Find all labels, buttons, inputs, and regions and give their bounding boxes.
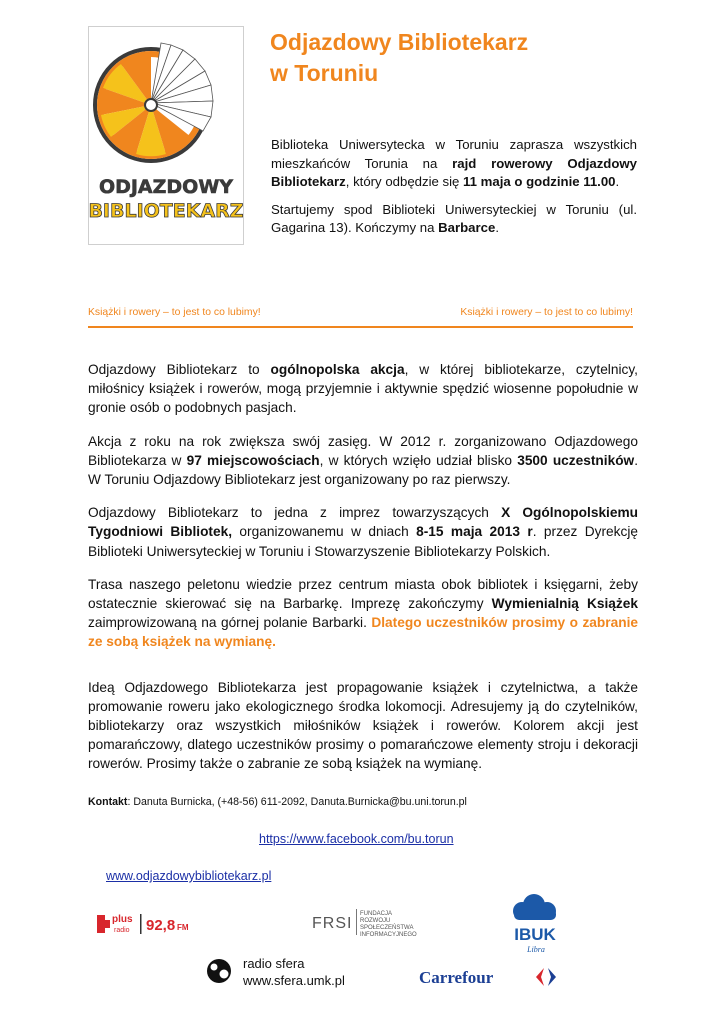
page-title — [270, 27, 650, 89]
contact-label: Kontakt — [88, 796, 128, 808]
bicycle-book-wheel-icon — [89, 27, 243, 244]
intro-bold: 11 maja o godzinie 11.00 — [463, 174, 616, 189]
body-bold: 97 miejscowościach — [186, 452, 320, 468]
body-text: . przez Dyrekcję Biblioteki Uniwersyteckiej w Toruniu i Stowarzyszenie Bibliotekarzy Polskich. — [88, 524, 639, 559]
body-bold: ogólnopolska akcja — [270, 362, 405, 377]
frsi-desc: INFORMACYJNEGO — [360, 932, 417, 938]
ibuk-sub: Libra — [527, 945, 545, 953]
carrefour-name: Carrefour — [419, 968, 494, 987]
plus-text: plus — [112, 914, 133, 925]
intro-text: , który odbędzie się — [345, 174, 464, 189]
intro-bold: Barbarce — [438, 220, 496, 235]
intro-text: Biblioteka Uniwersytecka w Toruniu zaprasza wszystkich mieszkańców Torunia na — [271, 137, 637, 171]
title-line2: w Toruniu — [270, 60, 379, 86]
frsi-logo — [310, 903, 430, 941]
contact-details: : Danuta Burnicka, (+48-56) 611-2092, Danuta.Burnicka@bu.uni.torun.pl — [127, 796, 467, 808]
logo-text-line2: BIBLIOTEKARZ — [89, 200, 243, 222]
radio-plus-logo — [95, 911, 195, 937]
sfera-url: www.sfera.umk.pl — [243, 973, 345, 988]
radio-sfera-logo — [205, 952, 365, 990]
body-text: . W Toruniu Odjazdowy Bibliotekarz jest organizowany po raz pierwszy. — [88, 452, 639, 488]
body-bold: 3500 uczestników — [517, 452, 635, 468]
frsi-desc: ROZWOJU — [360, 918, 391, 924]
frsi-desc: SPOŁECZEŃSTWA — [360, 925, 414, 931]
ibuk-name: IBUK — [514, 925, 556, 944]
body-paragraph-4 — [88, 575, 638, 652]
intro-text: Startujemy spod Biblioteki Uniwersyteckiej w Toruniu (ul. Gagarina 13). Kończymy na — [271, 201, 637, 235]
intro-paragraph-1 — [271, 136, 637, 192]
body-text: Odjazdowy Bibliotekarz to — [88, 362, 271, 377]
body-paragraph-1 — [88, 360, 638, 418]
body-paragraph-5: Ideą Odjazdowego Bibliotekarza jest propagowanie książek i czytelnictwa, a także promowanie roweru jako ekologicznego środka lokomocji. Adresujemy ją do czytelników, bibliotekarzy oraz wszystkich miłośników książek i rowerów. Kolorem akcji jest pomarańczowy, dlatego uczestników prosimy o pomarańczowe elementy stroju i dekoracji rowerów. Prosimy także o zabranie ze sobą książek na wymianę. — [88, 679, 638, 772]
body-bold: 8-15 maja 2013 r — [416, 524, 533, 540]
body-text: , w których wzięło udział blisko — [319, 452, 518, 468]
event-logo — [88, 26, 244, 245]
slogan-right: Książki i rowery – to jest to co lubimy! — [460, 307, 633, 318]
website-link[interactable]: www.odjazdowybibliotekarz.pl — [106, 869, 272, 883]
plus-radio-text: radio — [114, 927, 130, 934]
sfera-name: radio sfera — [243, 956, 305, 971]
body-highlight: Dlatego uczestników prosimy o zabranie ze sobą książek na wymianę. — [88, 615, 638, 650]
banner-divider — [88, 326, 633, 328]
contact-line — [88, 796, 638, 808]
logo-text-line1: ODJAZDOWY — [98, 176, 234, 198]
frsi-name: FRSI — [312, 915, 353, 932]
plus-fm: FM — [177, 923, 189, 932]
ibuk-libra-logo — [500, 893, 570, 953]
body-text: Odjazdowy Bibliotekarz to jedna z imprez towarzyszących — [88, 505, 502, 521]
plus-frequency: 92,8 — [146, 917, 176, 934]
intro-text: . — [615, 174, 620, 189]
facebook-link[interactable]: https://www.facebook.com/bu.torun — [259, 832, 454, 846]
body-text: Trasa naszego peletonu wiedzie przez centrum miasta obok bibliotek i księgarni, żeby ostatecznie skierować się na Barbarkę. Imprezę zakończymy — [88, 576, 638, 612]
title-line1: Odjazdowy Bibliotekarz — [270, 29, 529, 55]
intro-text: . — [495, 220, 499, 235]
body-text: organizowanemu w dniach — [232, 524, 417, 540]
slogan-banner — [88, 307, 633, 327]
carrefour-logo — [418, 964, 563, 990]
intro-bold: rajd rowerowy Odjazdowy Bibliotekarz — [271, 155, 637, 189]
main-content — [88, 360, 638, 788]
body-bold: X Ogólnopolskiemu Tygodniowi Bibliotek, — [88, 505, 639, 540]
body-paragraph-3 — [88, 503, 638, 561]
body-text: Akcja z roku na rok zwiększa swój zasięg. W 2012 r. zorganizowano Odjazdowego Bibliotekarza w — [88, 433, 638, 468]
slogan-left: Książki i rowery – to jest to co lubimy! — [88, 307, 261, 318]
intro-paragraph-2 — [271, 201, 637, 238]
body-paragraph-2 — [88, 432, 638, 490]
intro-section — [271, 136, 637, 247]
body-text: zaimprowizowaną na górnej polanie Barbarki. — [88, 615, 372, 631]
body-bold: Wymienialnią Książek — [491, 596, 638, 612]
frsi-desc: FUNDACJA — [360, 911, 393, 917]
body-text: , w której bibliotekarze, czytelnicy, miłośnicy książek i rowerów, mogą przyjemnie i aktywnie spędzić wiosenne popołudnie w gronie osób o podobnych pasjach. — [88, 362, 638, 416]
